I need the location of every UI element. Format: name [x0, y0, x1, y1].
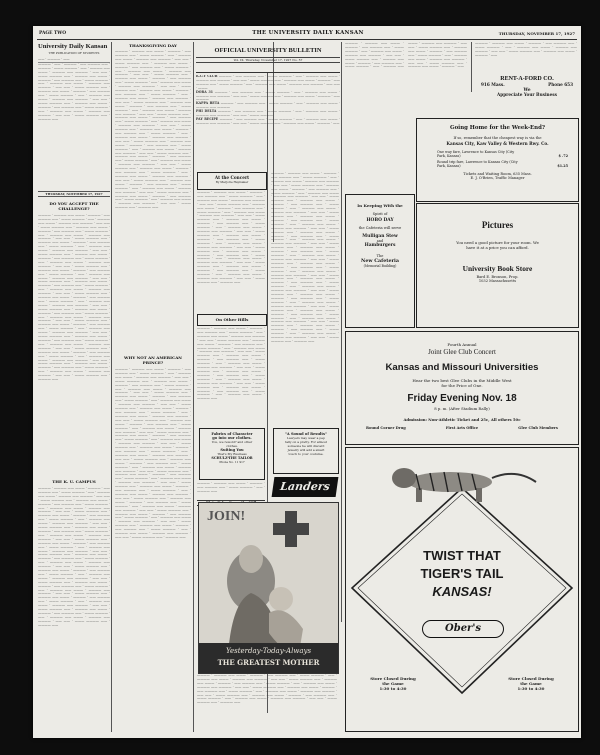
sound-line2: Lawyers may wear a pep: [287, 436, 325, 440]
page-label: PAGE TWO: [39, 31, 67, 36]
obers-closed-label: Store Closed During: [508, 676, 554, 681]
red-cross-poster: [198, 502, 339, 674]
newspaper-page: [33, 26, 581, 738]
pictures-store: University Book Store: [462, 264, 533, 273]
going-home-line4: Round trip fare, Lawrence to Kansas City (City: [437, 160, 518, 164]
going-home-line4b: Park, Kansas): [437, 164, 461, 168]
going-home-line3b: Park, Kansas): [437, 154, 461, 158]
fabrics-line7: SCHULZ-THE TAILOR: [211, 456, 253, 460]
hobo-line8: The: [376, 254, 384, 258]
col4-body: ———— · ———— —— ——— · ———— · —— ———— —— · ——— ———— · —— · ———— —— ——— · ———— —— ———— · —— —— · ——— ———— —— · ———— —— ——— · ———— · —— ———— —— · ——— ———— · —— · ———— —— ——— · ———— —— ———— · —— —— · ——— ———— —— · ———— —— ——— · ———— · —— ———— —— · ——— ———— · —— · ———— —— ——— · ———— —— ———— · —— —— · ——— ———— —— · ———— —— ——— · ———— · —— ———— —— · ——— ———— · —— · ———— —— ——— · ———— —— ———— · —— —— · ——— ———— —— · ———— —— ——— · ———— · —— ———— —— · ——— ———— · —— · ———— —— ——— · ———— —— ———— · —— —— · ——— ———— —— · ———— —— ——— · ———— · —— ———— —— · ——— ———— · —— · ———— —— ——— · ———— —— ———— · —— —— · ——— ———— —— · ———— —— ——— · ———— · —— ———— —— · ——— ———— · —— · ———— —— ——— · ———— —— ———— · —— —— · ——— ———— —— · ———— —— ——— · ———— · —— ———— —— · ——— ———— · —— · ———— —— ——— · ———— —— ———— · —— —— · ——— ———— —— · ———— —— ——— · ———— · —— ———— —— · ——— ———— · —— · ———— —— ——— · ———— —— ———— · —— —— · ——— ———— —— · ———— —— ——— · ———— · —— ———— —— · ——— ———— · —— · ———— —— ——— · ———— —— ———— · —— —— · ——— ———— —— · ———— —— ——— · ———— · —— ———— —— · ——— ———— · —— · ———— —— ——— · ———— —— ———— · —— —— · ——— ———— —— · ———— ——: [271, 172, 339, 343]
rent-a-ford-ad: [475, 76, 579, 106]
rent-a-ford-tagline: Appreciate Your Business: [497, 92, 557, 97]
going-home-line1: If so, remember that the cheapest way is via the: [453, 136, 542, 140]
sound-line1: "A Sound of Results": [285, 432, 327, 436]
going-home-line6: E. J. O'Brien, Traffic Manager: [470, 176, 525, 180]
plain-tales-filler: ———— · ———— —— ——— · ———— · —— ———— —— · ——— ———— · —— · ———— ——: [197, 482, 265, 493]
obers-closed-right: [496, 676, 566, 691]
fabrics-line4: clothes.: [226, 444, 238, 448]
paper-name: THE UNIVERSITY DAILY KANSAN: [252, 30, 364, 36]
bulletin-title: OFFICIAL UNIVERSITY BULLETIN: [214, 47, 322, 54]
rent-a-ford-address: 916 Mass.: [481, 82, 505, 87]
hobo-line6: and: [376, 239, 384, 243]
campus-title: THE K. U. CAMPUS: [52, 479, 96, 484]
pictures-line2: have it at a price you can afford.: [466, 245, 529, 250]
bulletin-item: K.U.Y CLUB: [196, 75, 218, 78]
red-cross-join: JOIN!: [207, 509, 246, 524]
column-rule: [193, 42, 194, 732]
concert-sale3: Glee Club Members: [518, 426, 558, 430]
bulletin-item: PHI DELTA: [196, 109, 217, 114]
other-hills-box: [197, 314, 267, 326]
rent-a-ford-phone: Phone 653: [548, 82, 573, 87]
fabrics-line2: go into our clothes.: [212, 436, 252, 440]
obers-closed-label2: the Game: [382, 681, 404, 686]
staff-box: —— · ———— · —— ———— · —— · ———— · —— ———— —— · ———— · ——— ———— · —— · ———— —— ——— · ———— —— ———— · —— —— · ——— ———— —— · ———— —— ——— · ———— · —— ———— —— · ——— ———— · —— · ———— —— ——— · ———— —— ———— · —— —— · ——— ———— —— · ———— —— ——— · ———— · —— ———— —— · ——— ———— · —— · ———— —— ——— · ———— —— ———— · —— —— · ——— ———— —— · ———— —— ——— · ———— · —— ———— —— · ——— ———— · —— · ———— —— ——— · ———— —— ———— · —— —— · ——— ———— —— · ———— ——: [38, 58, 110, 121]
hobo-line10: (Memorial Building): [363, 264, 397, 268]
concert-line1: Hear the two best Glee Clubs in the Middle West: [412, 378, 512, 383]
obers-line1: TWIST THAT: [423, 548, 501, 563]
hobo-line1: In Keeping With the: [357, 203, 403, 208]
concert-review-title: At the Concert: [214, 175, 250, 180]
bulletin-header: [196, 42, 340, 73]
concert-sale2: First Arts Office: [445, 426, 479, 430]
bottom-text: ———— · ———— —— ——— · ———— · —— ———— —— · ——— ———— · —— · ———— —— ——— · ———— —— ———— · —— —— · ——— ———— —— · ———— —— ——— · ———— · —— ———— —— · ——— ———— · —— · ———— —— ——— · ———— —— ———— · —— —— · ——— ———— —— · ———— —— ——— · ———— · —— ———— —— · ——— ———— · —— · ———— —— ——— · ———— —— ———— · —— —— · ——— ———— —— · ———— —— ——— · ———— · —— ———— —— · ——— ———— · —— · ———— —— ——— · ———— —— ———— · —— —— · ——— ———— —— · ———— ——: [197, 674, 337, 705]
hobo-line5: Mulligan Stew: [362, 234, 398, 239]
going-home-fare2: $1.25: [557, 164, 568, 168]
fabrics-line3: You, we rewold? and other: [211, 440, 253, 444]
pictures-manager: Bard E. Bronson, Prop.: [476, 275, 519, 279]
concert-admission: Admission: Non-Athletic Ticket and 25c, All others 50c: [403, 417, 521, 422]
masthead-date: THURSDAY, NOVEMBER 17, 1927: [498, 31, 575, 36]
bulletin-meta: Vol. IX. Thursday, November 17, 1927 No. 57: [196, 57, 340, 63]
thanksgiving-body: ———— · ———— —— ——— · ———— · —— ———— —— · ——— ———— · —— · ———— —— ——— · ———— —— ———— · —— —— · ——— ———— —— · ———— —— ——— · ———— · —— ———— —— · ——— ———— · —— · ———— —— ——— · ———— —— ———— · —— —— · ——— ———— —— · ———— —— ——— · ———— · —— ———— —— · ——— ———— · —— · ———— —— ——— · ———— —— ———— · —— —— · ——— ———— —— · ———— —— ——— · ———— · —— ———— —— · ——— ———— · —— · ———— —— ——— · ———— —— ———— · —— —— · ——— ———— —— · ———— —— ——— · ———— · —— ———— —— · ——— ———— · —— · ———— —— ——— · ———— —— ———— · —— —— · ——— ———— —— · ———— —— ——— · ———— · —— ———— —— · ——— ———— · —— · ———— —— ——— · ———— —— ———— · —— —— · ——— ———— —— · ———— —— ——— · ———— · —— ———— —— · ——— ———— · —— · ———— —— ——— · ———— —— ———— · —— —— · ——— ———— —— · ———— —— ——— · ———— · —— ———— —— · ——— ———— · —— · ———— —— ——— · ———— —— ———— · —— —— · ——— ———— —— · ———— —— ——— · ———— · —— ———— —— · ——— ———— · —— · ———— —— ——— · ———— —— ———— · —— —— · ——— ———— —— · ———— —— ——— · ———— · —— ———— —— · ——— ———— · —— · ———— —— ——— · ———— —— ———— · —— —— · ——— ———— —— · ———— —— ——— · ———— · —— ———— —— · ——— ———— · —— · ———— —— ——— · ———— —— ———— · —— —— · ——— ———— —— · ———— —— ——— · ———— · —— ———— —— · ——— ———— · —— · ———— —— ——— · ———— —— ———— · —— —— · ——— ———— —— · ———— ——: [115, 50, 191, 210]
red-cross-caption2: THE GREATEST MOTHER: [217, 658, 320, 667]
fabrics-line1: Fabrics of Character: [211, 432, 253, 436]
going-home-title: Going Home for the Week-End?: [449, 125, 546, 131]
going-home-fare1: $ .72: [558, 154, 568, 158]
nameplate: University Daily Kansan: [38, 43, 108, 50]
pictures-address: 1032 Massachusetts: [478, 279, 517, 283]
hobo-line4: the Cafeteria will serve: [358, 226, 402, 230]
thanksgiving-title: THANKSGIVING DAY: [129, 43, 177, 48]
concert-review-body: ———— · ———— —— ——— · ———— · —— ———— —— · ——— ———— · —— · ———— —— ——— · ———— —— ———— · —— —— · ——— ———— —— · ———— —— ——— · ———— · —— ———— —— · ——— ———— · —— · ———— —— ——— · ———— —— ———— · —— —— · ——— ———— —— · ———— —— ——— · ———— · —— ———— —— · ——— ———— · —— · ———— —— ——— · ———— —— ———— · —— —— · ——— ———— —— · ———— —— ——— · ———— · —— ———— —— · ——— ———— · —— · ———— —— ——— · ———— —— ———— · —— —— · ——— ———— —— · ———— —— ——— · ———— · —— ———— —— · ——— ———— · —— · ———— —— ——— · ———— —— ———— · —— —— · ——— ———— —— · ———— —— ——— · ———— · —— ———— —— · ——— ———— · —— · ———— —— ——— · ———— —— ———— · —— —— · ——— ———— —— · ———— ——: [197, 191, 265, 284]
pictures-line1: You need a good picture for your room. We: [456, 240, 539, 245]
bulletin-item: PAY RECIPE: [196, 116, 219, 121]
obers-closed-left: [358, 676, 428, 691]
prince-title: WHY NOT AN AMERICAN PRINCE?: [124, 355, 182, 365]
concert-fourth: Fourth Annual: [447, 342, 477, 347]
editorial-body: ———— · ———— —— ——— · ———— · —— ———— —— · ——— ———— · —— · ———— —— ——— · ———— —— ———— · —— —— · ——— ———— —— · ———— —— ——— · ———— · —— ———— —— · ——— ———— · —— · ———— —— ——— · ———— —— ———— · —— —— · ——— ———— —— · ———— —— ——— · ———— · —— ———— —— · ——— ———— · —— · ———— —— ——— · ———— —— ———— · —— —— · ——— ———— —— · ———— —— ——— · ———— · —— ———— —— · ——— ———— · —— · ———— —— ——— · ———— —— ———— · —— —— · ——— ———— —— · ———— —— ——— · ———— · —— ———— —— · ——— ———— · —— · ———— —— ——— · ———— —— ———— · —— —— · ——— ———— —— · ———— —— ——— · ———— · —— ———— —— · ——— ———— · —— · ———— —— ——— · ———— —— ———— · —— —— · ——— ———— —— · ———— —— ——— · ———— · —— ———— —— · ——— ———— · —— · ———— —— ——— · ———— —— ———— · —— —— · ——— ———— —— · ———— —— ——— · ———— · —— ———— —— · ——— ———— · —— · ———— —— ——— · ———— —— ———— · —— —— · ——— ———— —— · ———— —— ——— · ———— · —— ———— —— · ——— ———— · —— · ———— —— ——— · ———— —— ———— · —— —— · ——— ———— —— · ———— —— ——— · ———— · —— ———— —— · ——— ———— · —— · ———— —— ——— · ———— —— ———— · —— —— · ——— ———— —— · ———— —— ——— · ———— · —— ———— —— · ——— ———— · —— · ———— —— ——— · ———— —— ———— · —— —— · ——— ———— —— · ———— —— ——— · ———— · —— ———— —— · ——— ———— · —— · ———— —— ——— · ———— —— ———— · —— —— · ——— ———— —— · ———— ——: [38, 214, 110, 382]
concert-review-byline: By Marjorie Haymaker: [215, 180, 249, 184]
hobo-day-ad: [345, 194, 415, 328]
editorial-title: DO YOU ACCEPT THE CHALLENGE?: [49, 201, 99, 211]
rent-a-ford-title: RENT-A-FORD CO.: [500, 76, 554, 82]
col1-dateline: THURSDAY, NOVEMBER 17, 1927: [38, 191, 110, 197]
sound-line6: touch to your costume.: [288, 452, 324, 456]
obers-line3: KANSAS!: [432, 584, 492, 599]
bulletin-item: DORA 31: [196, 89, 213, 94]
obers-logo: Ober's: [422, 620, 504, 638]
nameplate-subtitle: THE PUBLICATION OF STUDENTS: [48, 51, 100, 55]
pictures-title: Pictures: [481, 220, 514, 230]
going-home-line2: Kansas City, Kaw Valley & Western Rwy. Co.: [446, 141, 549, 146]
concert-title: Kansas and Missouri Universities: [385, 362, 539, 373]
obers-time-right: 1:30 to 4:30: [517, 686, 545, 691]
column-rule: [111, 42, 112, 732]
nameplate-block: [38, 43, 110, 55]
obers-time-left: 1:30 to 4:30: [379, 686, 407, 691]
col6-top-text: ———— · ———— —— ——— · ———— · —— ———— —— · ——— ———— · —— · ———— —— ——— · ———— —— ———— · —— —— · ——— ———— —— · ———— —— ——— · ———— · ——: [475, 42, 577, 57]
sound-line3: tally on a pretty. For almost: [285, 440, 327, 444]
campus-body: ———— · ———— —— ——— · ———— · —— ———— —— · ——— ———— · —— · ———— —— ——— · ———— —— ———— · —— —— · ——— ———— —— · ———— —— ——— · ———— · —— ———— —— · ——— ———— · —— · ———— —— ——— · ———— —— ———— · —— —— · ——— ———— —— · ———— —— ——— · ———— · —— ———— —— · ——— ———— · —— · ———— —— ——— · ———— —— ———— · —— —— · ——— ———— —— · ———— —— ——— · ———— · —— ———— —— · ——— ———— · —— · ———— —— ——— · ———— —— ———— · —— —— · ——— ———— —— · ———— —— ——— · ———— · —— ———— —— · ——— ———— · —— · ———— —— ——— · ———— —— ———— · —— —— · ——— ———— —— · ———— —— ——— · ———— · —— ———— —— · ——— ———— · —— · ———— —— ——— · ———— —— ———— · —— —— · ——— ———— —— · ———— —— ——— · ———— · —— ———— —— · ——— ———— · —— · ———— —— ——— · ———— —— ———— · —— —— · ——— ———— —— · ———— —— ——— · ———— · —— ———— —— · ——— ———— · —— · ———— —— ——— · ———— —— ———— · —— —— · ——— ———— —— · ———— —— ——— · ———— · —— ———— —— · ——— ———— · —— · ———— —— ——— · ———— —— ———— · —— —— · ——— ———— —— · ———— —— ——— · ———— · —— ———— —— · ——— ———— · —— · ———— —— ——— · ———— —— ———— · —— —— · ——— ———— —— · ———— ——: [38, 487, 110, 627]
pictures-ad: [416, 203, 579, 328]
going-home-line5: Tickets and Waiting Room, 635 Mass.: [463, 172, 532, 176]
concert-date: Friday Evening Nov. 18: [407, 393, 517, 404]
fabrics-line8: Phone No. 11 917: [219, 460, 245, 464]
hobo-line2: Spirit of: [372, 212, 388, 216]
concert-review-box: [197, 172, 267, 190]
concert-time: 8 p. m. (After Stadium Rally): [434, 406, 490, 411]
column-rule: [471, 42, 472, 92]
bulletin-item: KAPPA BETA: [196, 101, 220, 106]
obers-closed-label: Store Closed During: [370, 676, 416, 681]
col5-top-text: ———— · ———— —— ——— · ———— · —— ———— —— · ——— ———— · —— · ———— —— ——— · ———— —— ———— · —— —— · ——— ———— —— · ———— —— ——— · ———— · —— ———— —— · ——— ———— · —— · ———— —— ——— · ———— —— ———— · —— —— · ——— ———— —— · ———— —— ——— · ———— · —— ———— —— · ——— ———— · —— · ———— —— ——— · ———— —— ———— · —— —— · ——— ———— —— · ———— —— ——— · ———— · ——: [345, 42, 467, 69]
hobo-line7: Hamburgers: [364, 243, 396, 248]
going-home-line3: One way fare, Lawrence to Kansas City (City: [437, 150, 515, 154]
fabrics-ad: [199, 428, 265, 480]
glee-club-concert-ad: [345, 331, 579, 445]
rent-a-ford-we: We: [523, 87, 531, 92]
obers-tiger-ad: [345, 447, 579, 732]
concert-joint: Joint Glee Club Concert: [428, 348, 496, 356]
sound-line5: Jewelry will add a smart: [287, 448, 325, 452]
going-home-ad: [416, 118, 579, 202]
hobo-line3: HOBO DAY: [366, 218, 394, 223]
other-hills-title: On Other Hills: [215, 317, 249, 322]
hobo-line9: New Cafeteria: [360, 258, 399, 264]
fabrics-line6: That's My Business: [217, 452, 247, 456]
prince-body: ———— · ———— —— ——— · ———— · —— ———— —— · ——— ———— · —— · ———— —— ——— · ———— —— ———— · —— —— · ——— ———— —— · ———— —— ——— · ———— · —— ———— —— · ——— ———— · —— · ———— —— ——— · ———— —— ———— · —— —— · ——— ———— —— · ———— —— ——— · ———— · —— ———— —— · ——— ———— · —— · ———— —— ——— · ———— —— ———— · —— —— · ——— ———— —— · ———— —— ——— · ———— · —— ———— —— · ——— ———— · —— · ———— —— ——— · ———— —— ———— · —— —— · ——— ———— —— · ———— —— ——— · ———— · —— ———— —— · ——— ———— · —— · ———— —— ——— · ———— —— ———— · —— —— · ——— ———— —— · ———— —— ——— · ———— · —— ———— —— · ——— ———— · —— · ———— —— ——— · ———— —— ———— · —— —— · ——— ———— —— · ———— —— ——— · ———— · —— ———— —— · ——— ———— · —— · ———— —— ——— · ———— —— ———— · —— —— · ——— ———— —— · ———— —— ——— · ———— · —— ———— —— · ——— ———— · —— · ———— —— ——— · ———— —— ———— · —— —— · ——— ———— —— · ———— —— ——— · ———— · —— ———— —— · ——— ———— · —— · ———— —— ——— · ———— —— ———— · —— —— · ——— ———— —— · ———— —— ——— · ———— · —— ———— —— · ——— ———— · —— · ———— —— ——— · ———— —— ———— · —— —— · ——— ———— —— · ———— —— ——— · ———— · —— ———— —— · ——— ———— · —— · ———— —— ——— · ———— —— ———— · —— —— · ——— ———— —— · ———— —— ——— · ———— · —— ———— —— · ——— ———— · —— · ———— —— ——— · ———— —— ———— · —— —— · ——— ———— —— · ———— —— ——— · ———— · —— ———— —— · ——— ———— · —— · ———— —— ——— · ———— —— ———— · —— —— · ——— ———— —— · ———— ——: [115, 368, 191, 539]
obers-line2: TIGER'S TAIL: [420, 566, 504, 581]
obers-closed-label2: the Game: [520, 681, 542, 686]
concert-sale1: Round Corner Drug: [366, 426, 406, 430]
concert-line2: for the Price of One.: [441, 383, 483, 388]
fabrics-line5: Suiting You: [220, 448, 244, 452]
landers-logo: Landers: [272, 477, 339, 497]
column-rule: [341, 42, 342, 622]
masthead-rule: [37, 39, 577, 40]
sound-line4: someone he will discard: [287, 444, 325, 448]
red-cross-caption1: Yesterday-Today-Always: [225, 647, 312, 655]
sound-ad: [273, 428, 339, 474]
bulletin-body: K.U.Y CLUB ———— · —— ———— —— · ——— ———— · —— · ———— —— ——— · ———— —— ———— · —— —— · ——— ———— —— · ———— —— ——— · ———— · —— ———— —— · ——— ———— · —— · ———— —— ——— · ———— —— ———— · —— —— · ——— DORA 31 ———— · —— ———— —— · ——— ———— · —— · ———— —— ——— · ———— —— ———— · —— —— · ——— ———— —— · ———— —— ——— · ———— · —— ———— KAPPA BETA ———— · —— ———— —— · ——— ———— · —— · ———— —— ——— · ———— —— ———— PHI DELTA ———— · —— ———— —— · ——— ———— · —— · ———— —— ——— · ———— —— ———— · —— —— · ——— ———— PAY RECIPE ———— · —— ———— —— · ——— ———— · —— · ———— —— ——— · ———— —— ———— · —— —— · ——— ———— —— · ———— —— ——— · ———— · ——: [196, 75, 340, 125]
other-hills-body: ———— · ———— —— ——— · ———— · —— ———— —— · ——— ———— · —— · ———— —— ——— · ———— —— ———— · —— —— · ——— ———— —— · ———— —— ——— · ———— · —— ———— —— · ——— ———— · —— · ———— —— ——— · ———— —— ———— · —— —— · ——— ———— —— · ———— —— ——— · ———— · —— ———— —— · ——— ———— · —— · ———— —— ——— · ———— —— ———— · —— —— · ——— ———— —— · ———— —— ——— · ———— · —— ———— —— · ——— ———— · —— · ———— —— ——— · ———— —— ———— · —— —— · ——— ———— —— · ———— —— ——— · ———— · —— ———— —— · ——— ———— · —— · ———— —— ——— · ———— ——: [197, 327, 265, 401]
